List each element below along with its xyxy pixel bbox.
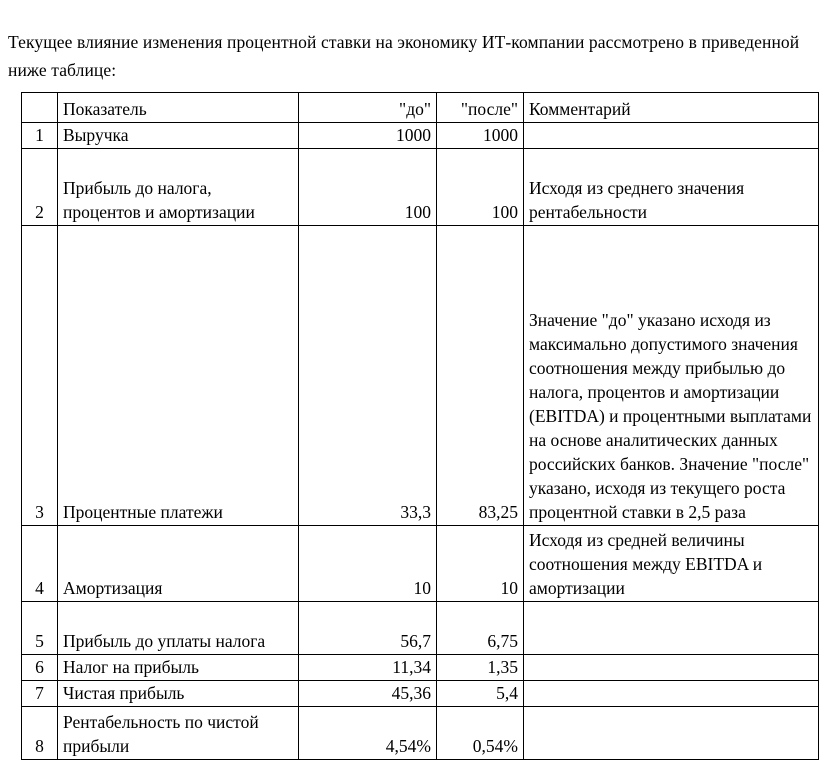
row-after: 0,54% bbox=[437, 707, 524, 760]
row-comment: Значение "до" указано исходя из максимально допустимого значения соотношения между прибылью до налога, процентов и амортизации (EBITDA) и процентными выплатами на основе аналитических данных российских банков. Значение "после" указано, исходя из текущего роста процентной ставки в 2,5 раза bbox=[524, 226, 819, 526]
header-before: "до" bbox=[299, 93, 437, 123]
row-number: 1 bbox=[22, 123, 58, 149]
table-row bbox=[22, 655, 819, 681]
row-before: 100 bbox=[299, 149, 437, 226]
row-after: 1000 bbox=[437, 123, 524, 149]
row-before: 33,3 bbox=[299, 226, 437, 526]
row-number: 2 bbox=[22, 149, 58, 226]
row-before: 10 bbox=[299, 526, 437, 602]
row-comment bbox=[524, 123, 819, 149]
table-row bbox=[22, 226, 819, 526]
row-after: 1,35 bbox=[437, 655, 524, 681]
row-indicator: Чистая прибыль bbox=[58, 681, 299, 707]
row-after: 5,4 bbox=[437, 681, 524, 707]
row-after: 83,25 bbox=[437, 226, 524, 526]
row-before: 45,36 bbox=[299, 681, 437, 707]
header-comment: Комментарий bbox=[524, 93, 819, 123]
row-comment bbox=[524, 655, 819, 681]
row-number: 3 bbox=[22, 226, 58, 526]
row-after: 6,75 bbox=[437, 602, 524, 655]
row-comment: Исходя из средней величины соотношения между EBITDA и амортизации bbox=[524, 526, 819, 602]
row-number: 7 bbox=[22, 681, 58, 707]
intro-paragraph: Текущее влияние изменения процентной ставки на экономику ИТ-компании рассмотрено в приведенной ниже таблице: bbox=[8, 31, 800, 80]
table-row bbox=[22, 123, 819, 149]
row-number: 8 bbox=[22, 707, 58, 760]
row-after: 100 bbox=[437, 149, 524, 226]
table-row bbox=[22, 149, 819, 226]
header-indicator: Показатель bbox=[58, 93, 299, 123]
row-comment: Исходя из среднего значения рентабельности bbox=[524, 149, 819, 226]
row-number: 5 bbox=[22, 602, 58, 655]
row-number: 6 bbox=[22, 655, 58, 681]
row-number: 4 bbox=[22, 526, 58, 602]
row-indicator: Выручка bbox=[58, 123, 299, 149]
row-comment bbox=[524, 681, 819, 707]
financial-impact-table bbox=[21, 92, 819, 760]
row-indicator: Процентные платежи bbox=[58, 226, 299, 526]
row-before: 4,54% bbox=[299, 707, 437, 760]
row-indicator: Налог на прибыль bbox=[58, 655, 299, 681]
table-header-row bbox=[22, 93, 819, 123]
table-row bbox=[22, 681, 819, 707]
header-row-number bbox=[22, 93, 58, 123]
row-indicator: Рентабельность по чистой прибыли bbox=[58, 707, 299, 760]
row-comment bbox=[524, 602, 819, 655]
table-row bbox=[22, 526, 819, 602]
row-indicator: Прибыль до налога, процентов и амортизации bbox=[58, 149, 299, 226]
table-row bbox=[22, 602, 819, 655]
row-indicator: Прибыль до уплаты налога bbox=[58, 602, 299, 655]
row-before: 11,34 bbox=[299, 655, 437, 681]
row-after: 10 bbox=[437, 526, 524, 602]
row-before: 56,7 bbox=[299, 602, 437, 655]
header-after: "после" bbox=[437, 93, 524, 123]
row-before: 1000 bbox=[299, 123, 437, 149]
row-indicator: Амортизация bbox=[58, 526, 299, 602]
